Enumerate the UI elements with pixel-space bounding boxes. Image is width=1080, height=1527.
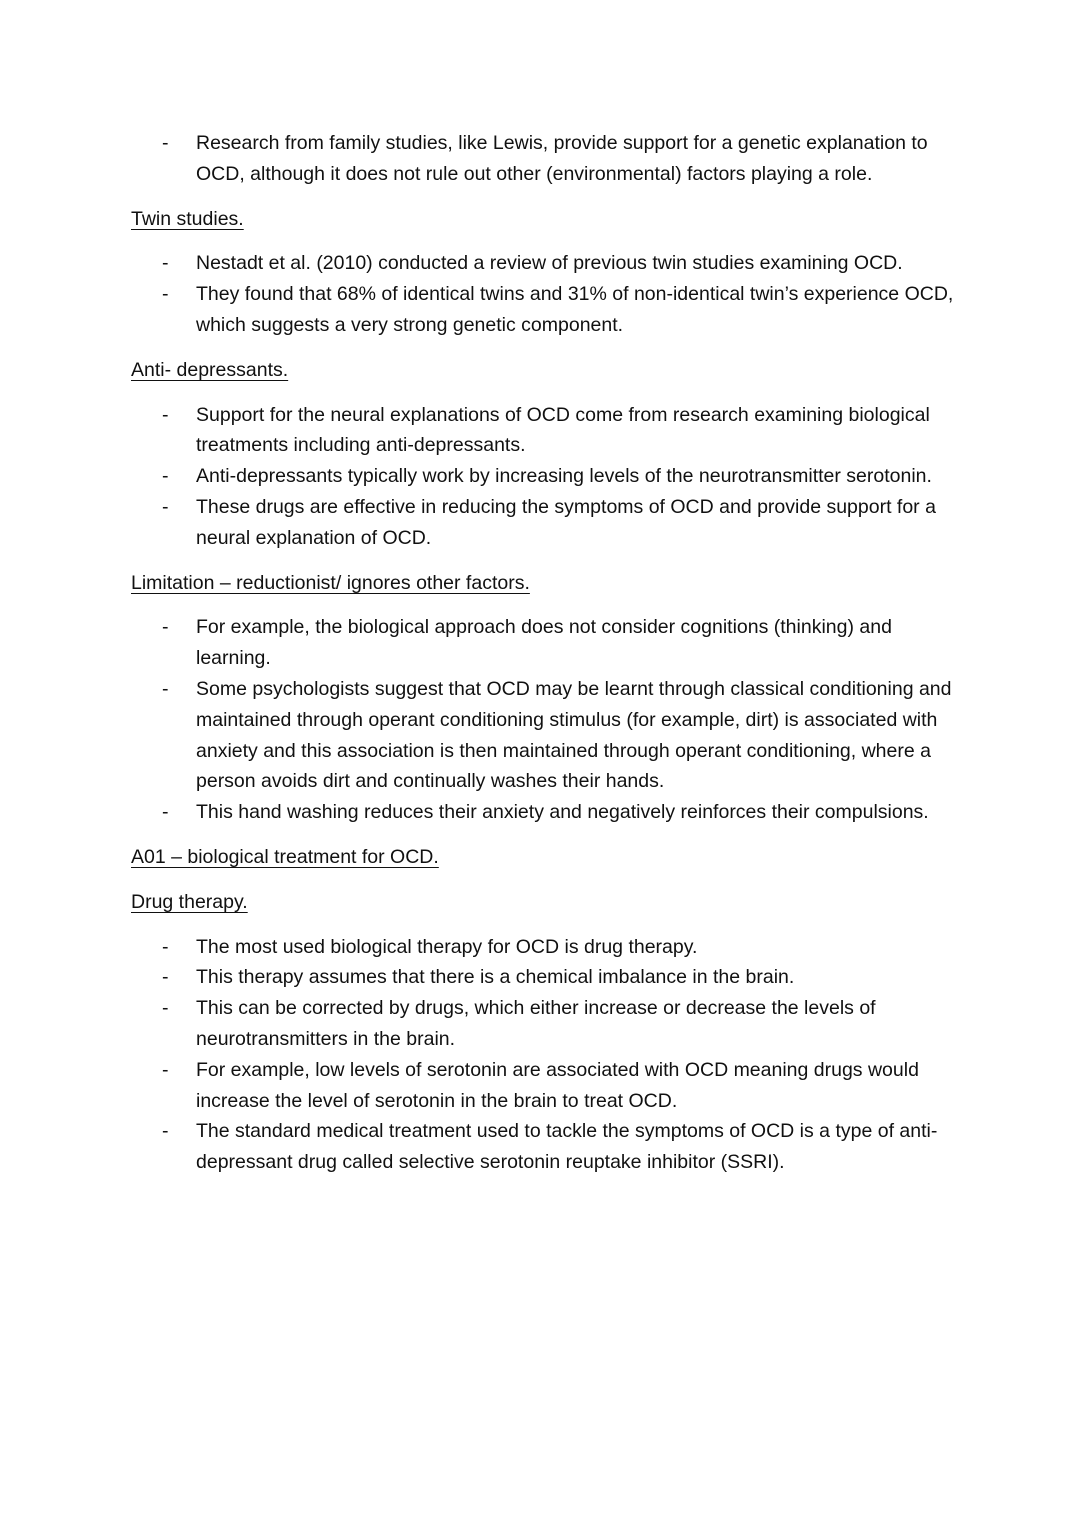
list-item: - This can be corrected by drugs, which either increase or decrease the levels of neurotransmitters in the brain.: [196, 993, 956, 1055]
section-a01-treatment: [0, 842, 1080, 873]
list-item: - The most used biological therapy for OCD is drug therapy.: [196, 932, 956, 963]
list-item: - Anti-depressants typically work by increasing levels of the neurotransmitter serotonin.: [196, 461, 956, 492]
list-item: - For example, the biological approach does not consider cognitions (thinking) and learning.: [196, 612, 956, 674]
list-item: - For example, low levels of serotonin are associated with OCD meaning drugs would increase the level of serotonin in the brain to treat OCD.: [196, 1055, 956, 1117]
section-heading: A01 – biological treatment for OCD.: [131, 845, 439, 868]
bullet-list: [0, 248, 1080, 340]
section-drug-therapy: [0, 887, 1080, 1178]
section-heading: Twin studies.: [131, 207, 244, 230]
list-item: - The standard medical treatment used to tackle the symptoms of OCD is a type of anti-depressant drug called selective serotonin reuptake inhibitor (SSRI).: [196, 1116, 956, 1178]
section-heading: Drug therapy.: [131, 890, 248, 913]
list-item: - This hand washing reduces their anxiety and negatively reinforces their compulsions.: [196, 797, 956, 828]
list-item: - Support for the neural explanations of OCD come from research examining biological treatments including anti-depressants.: [196, 400, 956, 462]
bullet-list: [0, 128, 1080, 190]
section-heading: Limitation – reductionist/ ignores other factors.: [131, 571, 530, 594]
list-item: - Some psychologists suggest that OCD may be learnt through classical conditioning and maintained through operant conditioning stimulus (for example, dirt) is associated with anxiety and this association is then maintained through operant conditioning, where a person avoids dirt and continually washes their hands.: [196, 674, 956, 797]
document-content: [0, 128, 1080, 1178]
list-item: - This therapy assumes that there is a chemical imbalance in the brain.: [196, 962, 956, 993]
list-item: - Nestadt et al. (2010) conducted a review of previous twin studies examining OCD.: [196, 248, 956, 279]
bullet-list: [0, 932, 1080, 1178]
bullet-list: [0, 400, 1080, 554]
section-family-studies: [0, 128, 1080, 190]
section-twin-studies: [0, 204, 1080, 341]
bullet-list: [0, 612, 1080, 828]
section-limitation: [0, 568, 1080, 828]
list-item: - They found that 68% of identical twins and 31% of non-identical twin’s experience OCD, which suggests a very strong genetic component.: [196, 279, 956, 341]
list-item: - These drugs are effective in reducing the symptoms of OCD and provide support for a neural explanation of OCD.: [196, 492, 956, 554]
section-heading: Anti- depressants.: [131, 358, 289, 381]
list-item: - Research from family studies, like Lewis, provide support for a genetic explanation to OCD, although it does not rule out other (environmental) factors playing a role.: [196, 128, 956, 190]
section-anti-depressants: [0, 355, 1080, 554]
